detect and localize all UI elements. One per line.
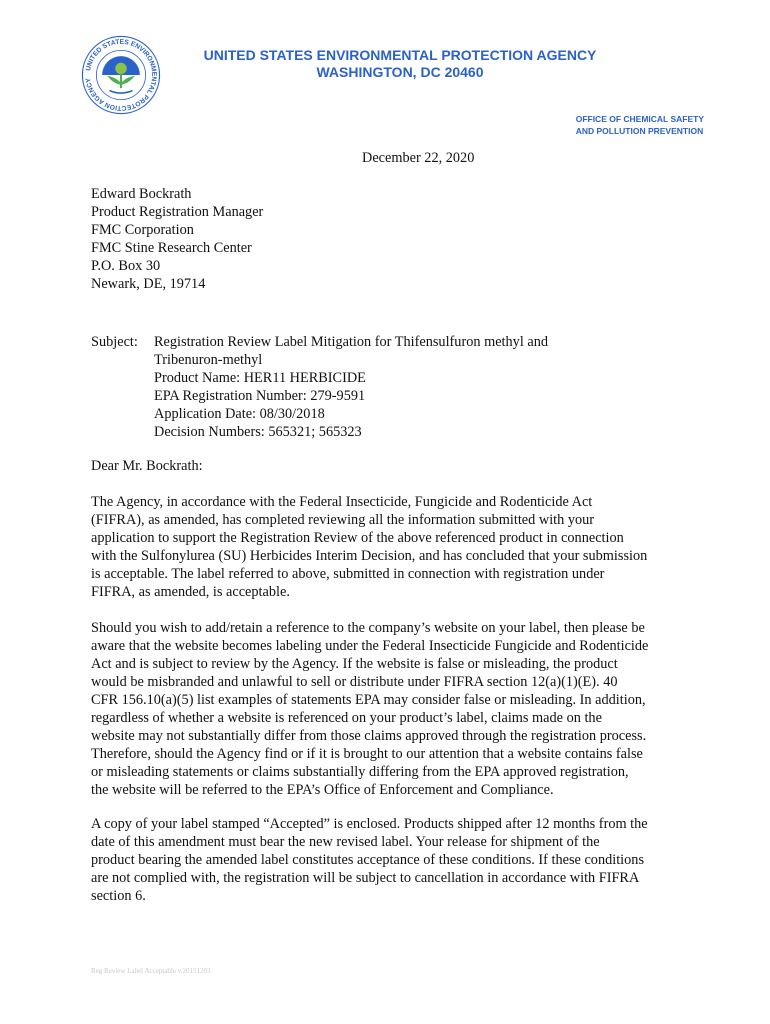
footer-note: Reg Review Label Acceptable v.20151203 <box>91 967 211 975</box>
paragraph-line: A copy of your label stamped “Accepted” is enclosed. Products shipped after 12 months from the <box>91 816 648 832</box>
office-line-1: OFFICE OF CHEMICAL SAFETY <box>575 114 704 124</box>
paragraph-line: with the Sulfonylurea (SU) Herbicides Interim Decision, and has concluded that your submission <box>91 548 648 564</box>
recipient-address <box>91 185 263 293</box>
paragraph-line: Should you wish to add/retain a reference to the company’s website on your label, then please be <box>91 620 645 636</box>
address-line: P.O. Box 30 <box>91 258 161 274</box>
office-name <box>576 113 704 137</box>
paragraph-line: section 6. <box>91 888 146 904</box>
address-line: FMC Stine Research Center <box>91 240 252 256</box>
address-line: Edward Bockrath <box>91 186 192 202</box>
paragraph-line: or misleading statements or claims substantially differing from the EPA approved registration, <box>91 764 629 780</box>
subject-lines <box>154 333 548 441</box>
paragraph-line: CFR 156.10(a)(5) list examples of statements EPA may consider false or misleading. In addition, <box>91 692 646 708</box>
subject-line: EPA Registration Number: 279-9591 <box>154 388 366 404</box>
paragraph-line: The Agency, in accordance with the Federal Insecticide, Fungicide and Rodenticide Act <box>91 494 593 510</box>
paragraph-line: would be misbranded and unlawful to sell or distribute under FIFRA section 12(a)(1)(E). 40 <box>91 674 618 690</box>
paragraph-line: FIFRA, as amended, is acceptable. <box>91 584 290 600</box>
address-line: Newark, DE, 19714 <box>91 276 206 292</box>
paragraph-line: the website will be referred to the EPA’s Office of Enforcement and Compliance. <box>91 782 554 798</box>
paragraph-1 <box>91 493 691 601</box>
subject-label: Subject: <box>91 334 138 350</box>
office-line-2: AND POLLUTION PREVENTION <box>575 126 704 136</box>
address-line: Product Registration Manager <box>91 204 264 220</box>
agency-header <box>150 47 650 81</box>
salutation: Dear Mr. Bockrath: <box>91 458 203 474</box>
paragraph-3 <box>91 815 691 905</box>
paragraph-2 <box>91 619 691 799</box>
agency-name: UNITED STATES ENVIRONMENTAL PROTECTION AGENCY <box>203 47 597 63</box>
paragraph-line: date of this amendment must bear the new revised label. Your release for shipment of the <box>91 834 600 850</box>
letter-date: December 22, 2020 <box>362 150 475 166</box>
paragraph-line: (FIFRA), as amended, has completed reviewing all the information submitted with your <box>91 512 595 528</box>
address-line: FMC Corporation <box>91 222 194 238</box>
paragraph-line: are not complied with, the registration will be subject to cancellation in accordance with FIFRA <box>91 870 640 886</box>
agency-location: WASHINGTON, DC 20460 <box>316 64 484 80</box>
subject-line: Product Name: HER11 HERBICIDE <box>154 370 366 386</box>
paragraph-line: is acceptable. The label referred to above, submitted in connection with registration under <box>91 566 605 582</box>
subject-line: Registration Review Label Mitigation for Thifensulfuron methyl and <box>154 334 549 350</box>
paragraph-line: Act and is subject to review by the Agency. If the website is false or misleading, the product <box>91 656 618 672</box>
paragraph-line: aware that the website becomes labeling under the Federal Insecticide Fungicide and Rodenticide <box>91 638 649 654</box>
subject-line: Decision Numbers: 565321; 565323 <box>154 424 362 440</box>
svg-text:UNITED STATES ENVIRONMENTAL PR: UNITED STATES ENVIRONMENTAL PROTECTION AGENCY <box>84 38 158 112</box>
paragraph-line: product bearing the amended label constitutes acceptance of these conditions. If these conditions <box>91 852 645 868</box>
subject-line: Tribenuron-methyl <box>154 352 263 368</box>
paragraph-line: application to support the Registration Review of the above referenced product in connection <box>91 530 624 546</box>
paragraph-line: website may not substantially differ from those claims approved through the registration process. <box>91 728 647 744</box>
subject-line: Application Date: 08/30/2018 <box>154 406 325 422</box>
paragraph-line: Therefore, should the Agency find or if it is brought to our attention that a website contains false <box>91 746 643 762</box>
paragraph-line: regardless of whether a website is referenced on your product’s label, claims made on the <box>91 710 602 726</box>
